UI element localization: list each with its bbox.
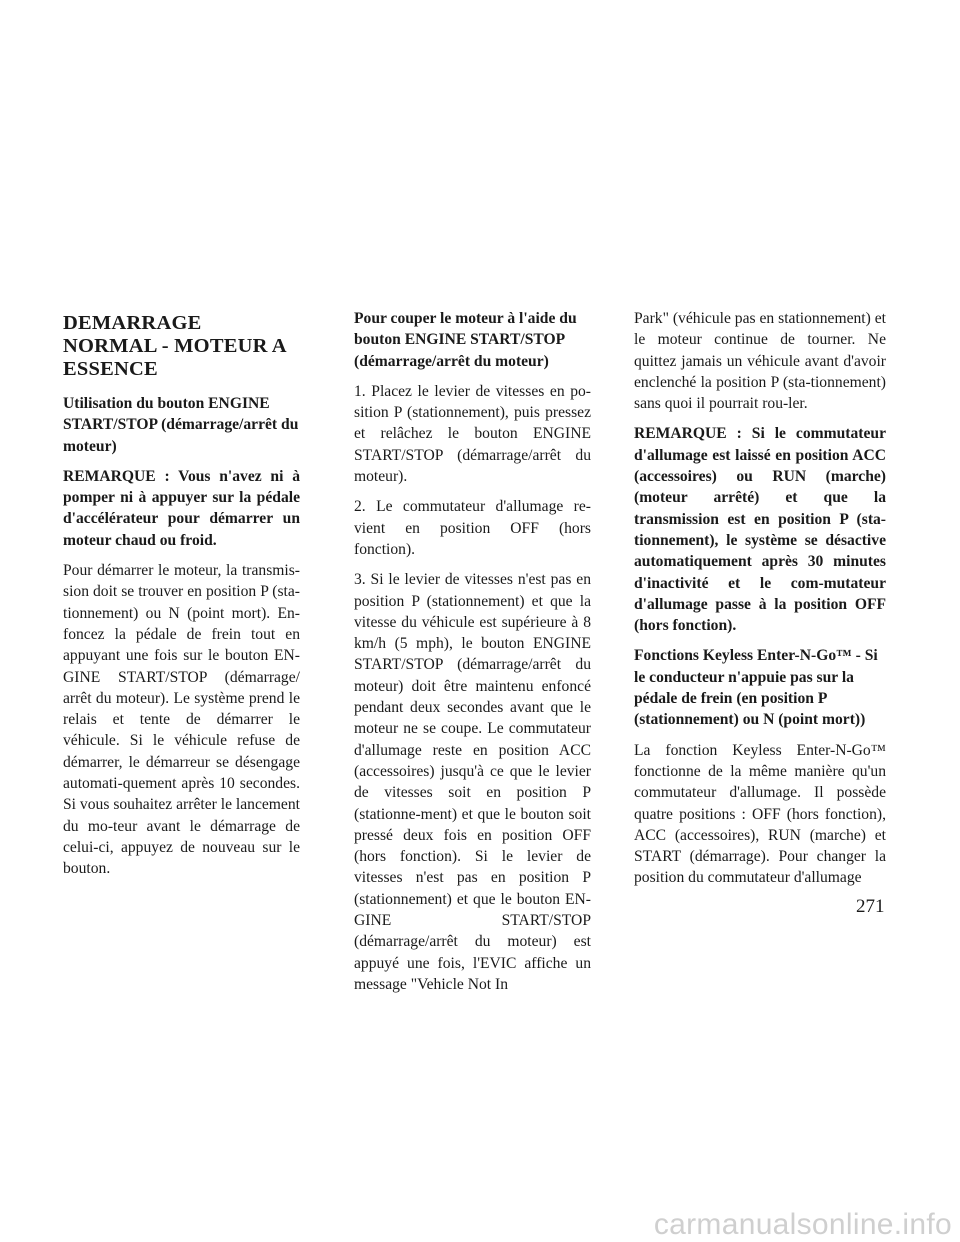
subheading-keyless: Fonctions Keyless Enter-N-Go™ - Si le conducteur n'appuie pas sur la pédale de frein (en position P (stationnement) ou N (point mort)) [634,647,878,729]
paragraph-continuation: Park" (véhicule pas en stationnement) et le moteur continue de tourner. Ne quittez jamais un véhicule avant d'avoir enclenché la position P (sta-tionnement) sans quoi il pourrait rou-ler. [634,310,886,413]
paragraph-start-procedure: Pour démarrer le moteur, la transmis-sion doit se trouver en position P (sta-tionnement) ou N (point mort). En-foncez la pédale de frein tout en appuyant une fois sur le bouton EN-GINE START/STOP (démarrage/ arrêt du moteur). Le système prend le relais et tente de démarrer le véhicule. Si le véhicule refuse de démarrer, le démarreur se désengage automati-quement après 10 secondes. Si vous souhaitez arrêter le lancement du mo-teur avant le démarrage de celui-ci, appuyez de nouveau sur le bouton. [63,562,300,878]
note-auto-off: REMARQUE : Si le commutateur d'allumage est laissé en position ACC (accessoires) ou RUN (marche) (moteur arrêté) et que la transmission est en position P (sta-tionnement), le système se désactive automatiquement après 30 minutes d'inactivité et le com-mutateur d'allumage passe à la position OFF (hors fonction). [634,425,886,635]
column-3 [634,308,886,898]
step-3: 3. Si le levier de vitesses n'est pas en position P (stationnement) et que la vitesse du véhicule est supérieure à 8 km/h (5 mph), le bouton ENGINE START/STOP (démarrage/arrêt du moteur) doit être maintenu enfoncé pendant deux secondes avant que le moteur ne se coupe. Le commutateur d'allumage reste en position ACC (accessoires) jusqu'à ce que le levier de vitesses soit en position P (stationne-ment) et que le bouton soit pressé deux fois en position OFF (hors fonction). Si le levier de vitesses n'est pas en position P (stationnement) et que le bouton EN-GINE START/STOP (démarrage/arrêt du moteur) est appuyé une fois, l'EVIC affiche un message "Vehicle Not In [354,571,591,993]
column-2 [354,308,591,1004]
page-number: 271 [856,896,885,917]
note-pedal: REMARQUE : Vous n'avez ni à pomper ni à appuyer sur la pédale d'accélérateur pour démarrer un moteur chaud ou froid. [63,467,300,549]
subheading-engine-start: Utilisation du bouton ENGINE START/STOP (démarrage/arrêt du moteur) [63,395,299,455]
section-heading: DEMARRAGE NORMAL - MOTEUR A ESSENCE [63,312,286,380]
step-1: 1. Placez le levier de vitesses en po-sition P (stationnement), puis pressez et relâchez le bouton ENGINE START/STOP (démarrage/arrêt du moteur). [354,382,591,486]
subheading-engine-stop: Pour couper le moteur à l'aide du bouton ENGINE START/STOP (démarrage/arrêt du moteur) [354,310,577,370]
step-2: 2. Le commutateur d'allumage re-vient en position OFF (hors fonction). [354,498,591,558]
column-1 [63,308,300,889]
paragraph-keyless: La fonction Keyless Enter-N-Go™ fonctionne de la même manière qu'un commutateur d'allumage. Il possède quatre positions : OFF (hors fonction), ACC (accessoires), RUN (marche) et START (démarrage). Pour changer la position du commutateur d'allumage [634,741,886,887]
watermark: carmanualsonline.info [653,1208,952,1241]
